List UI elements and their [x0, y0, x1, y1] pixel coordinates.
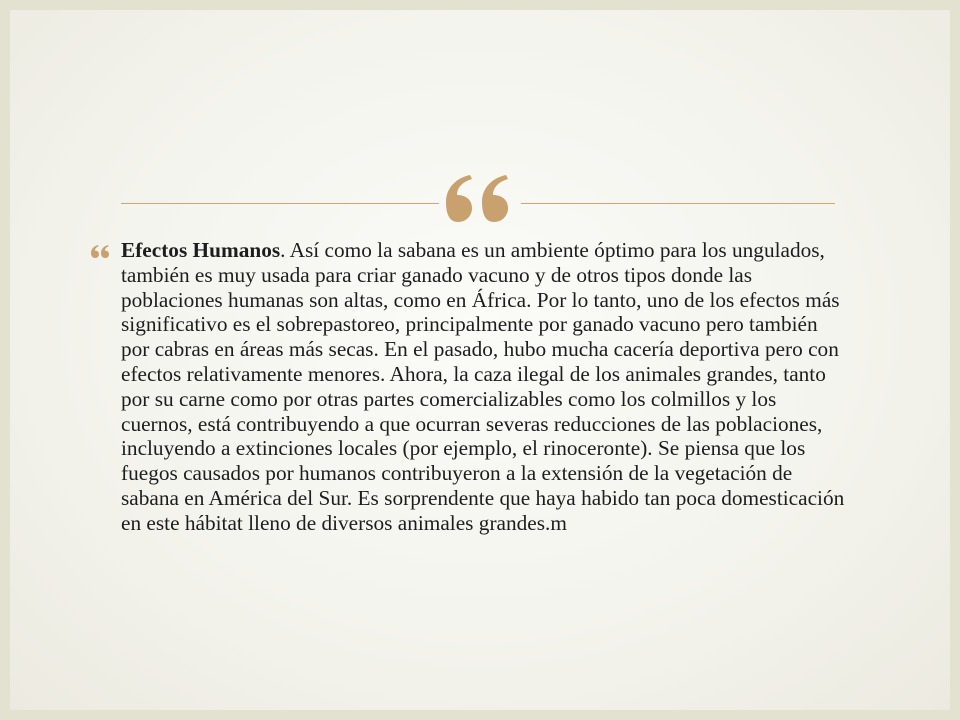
quote-bullet-icon: [90, 244, 116, 260]
title-divider-left: [121, 203, 439, 204]
paragraph-text: . Así como la sabana es un ambiente óptimo para los ungulados, también es muy usada para criar ganado vacuno y de otros tipos donde las poblaciones humanas son altas, como en África. Por lo tanto, uno de los efectos más significativo es el sobrepastoreo, principalmente por ganado vacuno pero también por cabras en áreas más secas. En el pasado, hubo mucha cacería deportiva pero con efectos relativamente menores. Ahora, la caza ilegal de los animales grandes, tanto por su carne como por otras partes comercializables como los colmillos y los cuernos, está contribuyendo a que ocurran severas reducciones de las poblaciones, incluyendo a extinciones locales (por ejemplo, el rinoceronte). Se piensa que los fuegos causados por humanos contribuyeron a la extensión de la vegetación de sabana en América del Sur. Es sorprendente que haya habido tan poca domesticación en este hábitat lleno de diversos animales grandes.m: [121, 238, 845, 535]
paragraph-lead: Efectos Humanos: [121, 238, 281, 262]
body-paragraph: [90, 238, 850, 536]
body-content: [90, 238, 850, 536]
title-divider-right: [521, 203, 835, 204]
double-quote-ornament-icon: [442, 170, 518, 232]
